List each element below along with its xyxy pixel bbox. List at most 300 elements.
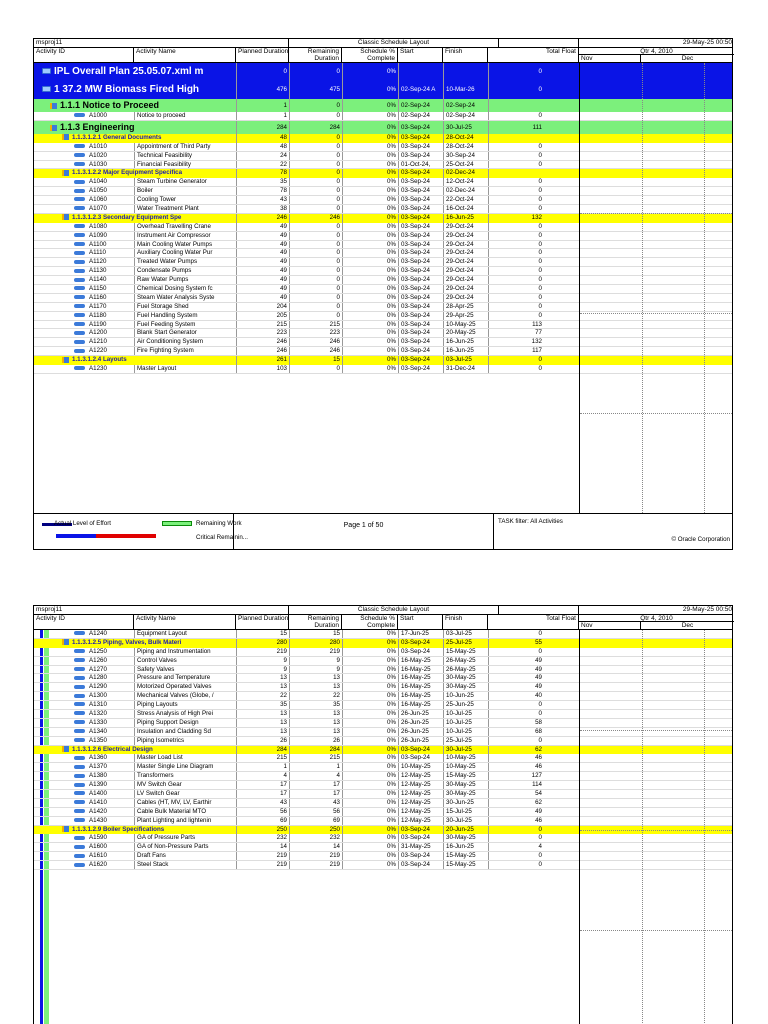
cell-fn: 25-Jul-25: [443, 639, 488, 648]
activity-id-text: A1380: [89, 772, 107, 780]
cell-pc: 0%: [342, 754, 398, 762]
cell-tf: 132: [488, 338, 544, 346]
activity-icon: [74, 809, 85, 813]
activity-id-text: A1310: [89, 701, 107, 709]
cell-tf: 49: [488, 808, 544, 816]
cell-name: Equipment Layout: [134, 630, 236, 638]
cell-rd: 1: [289, 763, 342, 771]
cell-tf: 0: [488, 232, 544, 240]
cell-name: Technical Feasibility: [134, 152, 236, 160]
cell-fn: 10-Jun-25: [443, 692, 488, 700]
activity-id-text: A1430: [89, 816, 107, 824]
cell-st: 03-Sep-24: [398, 223, 443, 231]
cell-id: [34, 365, 134, 373]
cell-id: [34, 214, 236, 223]
activity-id-text: A1280: [89, 674, 107, 682]
activity-id-text: A1110: [89, 249, 106, 257]
cell-fn: 25-Jul-25: [443, 737, 488, 745]
cell-rd: 0: [289, 232, 342, 240]
cell-rd: 13: [289, 683, 342, 691]
cell-id: [34, 276, 134, 284]
cell-name: GA of Non-Pressure Parts: [134, 843, 236, 851]
cell-st: 16-May-25: [398, 674, 443, 682]
col-schedule-pct: Schedule % Complete: [342, 48, 398, 63]
cell-pc: 0%: [342, 683, 398, 691]
cell-pc: 0%: [342, 161, 398, 169]
activity-id-text: A1190: [89, 320, 107, 328]
page-number-area: [234, 514, 494, 549]
cell-rd: 0: [289, 134, 342, 143]
gantt-area: [579, 630, 732, 1024]
cell-tf: 0: [488, 630, 544, 638]
activity-id-text: A1240: [89, 630, 107, 637]
cell-fn: 02-Dec-24: [443, 169, 488, 178]
cell-fn: 15-Jul-25: [443, 808, 488, 816]
activity-icon: [74, 269, 85, 273]
wbs-icon: [50, 103, 57, 109]
cell-tf: 0: [488, 112, 544, 120]
cell-name: Transformers: [134, 772, 236, 780]
cell-st: 03-Sep-24: [398, 232, 443, 240]
activity-id-text: A1250: [89, 647, 107, 655]
cell-tf: 0: [488, 276, 544, 284]
activity-id-text: A1170: [89, 302, 107, 310]
cell-name: Auxiliary Cooling Water Pur: [134, 249, 236, 257]
cell-id: [34, 267, 134, 275]
activity-icon: [74, 322, 85, 326]
cell-st: 03-Sep-24: [398, 294, 443, 302]
cell-id: [34, 737, 134, 745]
cell-fn: 10-Mar-26: [443, 81, 488, 99]
cell-name: Condensate Pumps: [134, 267, 236, 275]
cell-pd: 13: [236, 683, 289, 691]
cell-name: Piping Support Design: [134, 719, 236, 727]
cell-fn: 15-May-25: [443, 852, 488, 860]
cell-fn: 29-Oct-24: [443, 258, 488, 266]
cell-st: 03-Sep-24: [398, 754, 443, 762]
cell-st: 12-May-25: [398, 808, 443, 816]
cell-tf: 55: [488, 639, 544, 648]
col-finish: Finish: [443, 615, 488, 630]
cell-id: [34, 719, 134, 727]
cell-st: [398, 63, 443, 81]
cell-fn: 30-May-25: [443, 790, 488, 798]
cell-id: [34, 303, 134, 311]
cell-rd: 0: [289, 276, 342, 284]
cell-pd: 17: [236, 790, 289, 798]
cell-fn: 25-Jun-25: [443, 701, 488, 709]
cell-st: 03-Sep-24: [398, 852, 443, 860]
cell-id: [34, 639, 236, 648]
cell-name: Piping Isometrics: [134, 737, 236, 745]
activity-icon: [74, 667, 85, 671]
cell-id: [34, 692, 134, 700]
cell-tf: 0: [488, 701, 544, 709]
cell-pd: 38: [236, 205, 289, 213]
cell-pc: 0%: [342, 852, 398, 860]
cell-id: [34, 808, 134, 816]
cell-pd: 219: [236, 648, 289, 656]
cell-pc: 0%: [342, 249, 398, 257]
cell-pc: 0%: [342, 657, 398, 665]
cell-fn: 30-May-25: [443, 674, 488, 682]
cell-st: 03-Sep-24: [398, 365, 443, 373]
activity-id-text: A1350: [89, 736, 107, 744]
cell-pd: 261: [236, 356, 289, 365]
cell-pd: 223: [236, 329, 289, 337]
report-date: 29-May-25 00:50: [682, 39, 732, 46]
layout-title: Classic Schedule Layout: [289, 39, 499, 47]
cell-id: [34, 169, 236, 178]
cell-pd: 49: [236, 223, 289, 231]
cell-id: [34, 232, 134, 240]
cell-st: 03-Sep-24: [398, 276, 443, 284]
cell-pc: 0%: [342, 737, 398, 745]
activity-id-text: A1290: [89, 683, 107, 691]
cell-rd: 0: [289, 152, 342, 160]
cell-name: Cable Bulk Material MTO: [134, 808, 236, 816]
cell-tf: 0: [488, 294, 544, 302]
activity-id-text: A1020: [89, 151, 107, 159]
activity-icon: [74, 349, 85, 353]
column-header: [34, 606, 732, 630]
cell-name: Fuel Handling System: [134, 312, 236, 320]
cell-pd: 284: [236, 121, 289, 134]
cell-fn: 30-May-25: [443, 683, 488, 691]
cell-st: 03-Sep-24: [398, 214, 443, 223]
cell-st: 02-Sep-24: [398, 112, 443, 120]
cell-st: 03-Sep-24: [398, 121, 443, 134]
cell-pd: 49: [236, 258, 289, 266]
activity-icon: [74, 800, 85, 804]
cell-st: 03-Sep-24: [398, 267, 443, 275]
cell-tf: 0: [488, 267, 544, 275]
cell-fn: 10-Jul-25: [443, 710, 488, 718]
activity-icon: [74, 331, 85, 335]
cell-name: Stress Analysis of High Prei: [134, 710, 236, 718]
cell-pc: 0%: [342, 746, 398, 755]
activity-id-text: A1420: [89, 807, 107, 815]
project-name: msproj11: [34, 606, 289, 614]
timescale-quarter: Qtr 4, 2010: [579, 615, 734, 622]
legend-critical-bar: [96, 534, 156, 538]
cell-fn: 28-Oct-24: [443, 134, 488, 143]
wbs-icon: [50, 125, 57, 131]
cell-st: 03-Sep-24: [398, 826, 443, 835]
cell-pd: 13: [236, 710, 289, 718]
cell-fn: 12-Oct-24: [443, 178, 488, 186]
cell-pd: 56: [236, 808, 289, 816]
cell-st: 26-Jun-25: [398, 719, 443, 727]
activity-icon: [74, 224, 85, 228]
cell-name: Safety Valves: [134, 666, 236, 674]
activity-id-text: 1 37.2 MW Biomass Fired High: [54, 84, 200, 95]
cell-rd: 15: [289, 356, 342, 365]
cell-fn: 15-May-25: [443, 772, 488, 780]
legend-remaining-box: [162, 521, 192, 526]
cell-st: 16-May-25: [398, 701, 443, 709]
activity-icon: [74, 278, 85, 282]
activity-icon: [74, 729, 85, 733]
cell-st: 03-Sep-24: [398, 639, 443, 648]
cell-tf: 0: [488, 852, 544, 860]
cell-pd: 78: [236, 187, 289, 195]
cell-st: 03-Sep-24: [398, 746, 443, 755]
cell-fn: 16-Oct-24: [443, 205, 488, 213]
activity-icon: [74, 144, 85, 148]
cell-st: 02-Sep-24 A: [398, 81, 443, 99]
cell-name: Notice to proceed: [134, 112, 236, 120]
cell-fn: 30-Jul-25: [443, 746, 488, 755]
cell-pd: 1: [236, 99, 289, 112]
filter-label: TASK filter: All Activities: [498, 518, 563, 525]
cell-id: [34, 285, 134, 293]
activity-icon: [74, 197, 85, 201]
cell-rd: 0: [289, 143, 342, 151]
cell-fn: 03-Jul-25: [443, 630, 488, 638]
cell-id: [34, 817, 134, 825]
cell-pc: 0%: [342, 365, 398, 373]
cell-id: [34, 152, 134, 160]
cell-id: [34, 763, 134, 771]
cell-tf: 0: [488, 205, 544, 213]
cell-fn: 20-May-25: [443, 329, 488, 337]
report-page-1: [33, 38, 733, 550]
cell-id: [34, 121, 236, 134]
cell-tf: [488, 134, 544, 143]
activity-id-text: A1180: [89, 311, 107, 319]
cell-name: Master Single Line Diagram: [134, 763, 236, 771]
col-start: Start: [398, 48, 443, 63]
cell-pc: 0%: [342, 169, 398, 178]
cell-id: [34, 294, 134, 302]
cell-tf: 0: [488, 312, 544, 320]
wbs-icon: [62, 826, 69, 832]
cell-name: LV Switch Gear: [134, 790, 236, 798]
cell-pc: 0%: [342, 639, 398, 648]
cell-fn: 29-Oct-24: [443, 276, 488, 284]
cell-st: 03-Sep-24: [398, 329, 443, 337]
col-start: Start: [398, 615, 443, 630]
cell-fn: 29-Oct-24: [443, 249, 488, 257]
cell-st: 02-Sep-24: [398, 99, 443, 112]
cell-pc: 0%: [342, 772, 398, 780]
activity-id-text: A1090: [89, 231, 107, 239]
cell-rd: 219: [289, 861, 342, 869]
cell-id: [34, 347, 134, 355]
cell-name: Raw Water Pumps: [134, 276, 236, 284]
cell-st: 16-May-25: [398, 692, 443, 700]
wbs-icon: [62, 746, 69, 752]
cell-pc: 0%: [342, 152, 398, 160]
cell-rd: 250: [289, 826, 342, 835]
cell-rd: 246: [289, 338, 342, 346]
cell-name: Financial Feasibility: [134, 161, 236, 169]
cell-rd: 17: [289, 790, 342, 798]
activity-icon: [74, 711, 85, 715]
cell-pd: 219: [236, 861, 289, 869]
folder-icon: [42, 86, 51, 92]
cell-tf: 0: [488, 241, 544, 249]
cell-st: 16-May-25: [398, 683, 443, 691]
activity-id-text: A1030: [89, 160, 107, 168]
cell-pc: 0%: [342, 63, 398, 81]
cell-pc: 0%: [342, 826, 398, 835]
activity-id-text: A1220: [89, 347, 107, 355]
cell-st: 31-May-25: [398, 843, 443, 851]
cell-tf: 117: [488, 347, 544, 355]
cell-pc: 0%: [342, 834, 398, 842]
cell-rd: 219: [289, 648, 342, 656]
activity-id-text: A1100: [89, 240, 107, 248]
cell-tf: 0: [488, 303, 544, 311]
cell-fn: 28-Apr-25: [443, 303, 488, 311]
cell-name: Pressure and Temperature: [134, 674, 236, 682]
activity-icon: [74, 153, 85, 157]
cell-id: [34, 205, 134, 213]
cell-pd: 24: [236, 152, 289, 160]
cell-fn: 10-May-25: [443, 754, 488, 762]
cell-tf: 0: [488, 249, 544, 257]
cell-pc: 0%: [342, 817, 398, 825]
cell-rd: 26: [289, 737, 342, 745]
cell-id: [34, 683, 134, 691]
cell-pc: 0%: [342, 303, 398, 311]
cell-rd: 0: [289, 285, 342, 293]
cell-rd: 0: [289, 249, 342, 257]
cell-st: 03-Sep-24: [398, 285, 443, 293]
timescale-nov: Nov: [579, 622, 641, 630]
cell-pc: 0%: [342, 81, 398, 99]
cell-tf: 113: [488, 321, 544, 329]
gridline: [580, 930, 732, 931]
cell-fn: 10-May-25: [443, 763, 488, 771]
cell-id: [34, 143, 134, 151]
cell-tf: 46: [488, 754, 544, 762]
cell-pd: 49: [236, 232, 289, 240]
cell-pd: 284: [236, 746, 289, 755]
cell-rd: 9: [289, 666, 342, 674]
activity-icon: [74, 756, 85, 760]
cell-tf: 114: [488, 781, 544, 789]
cell-st: 03-Sep-24: [398, 347, 443, 355]
cell-pc: 0%: [342, 112, 398, 120]
cell-id: [34, 843, 134, 851]
activity-icon: [74, 242, 85, 246]
cell-pd: 48: [236, 143, 289, 151]
cell-name: Fuel Storage Shed: [134, 303, 236, 311]
activity-id-text: A1400: [89, 790, 107, 798]
col-remaining-duration: Remaining Duration: [289, 48, 342, 63]
cell-tf: 0: [488, 63, 544, 81]
cell-fn: 28-Oct-24: [443, 143, 488, 151]
cell-fn: 10-Jul-25: [443, 728, 488, 736]
cell-pc: 0%: [342, 666, 398, 674]
timescale-nov: Nov: [579, 55, 641, 63]
activity-id-text: A1330: [89, 718, 107, 726]
cell-tf: 0: [488, 737, 544, 745]
activity-id-text: A1340: [89, 727, 107, 735]
cell-st: 03-Sep-24: [398, 356, 443, 365]
cell-name: Air Conditioning System: [134, 338, 236, 346]
cell-st: 03-Sep-24: [398, 861, 443, 869]
activity-id-text: A1130: [89, 267, 107, 275]
cell-id: [34, 666, 134, 674]
cell-name: GA of Pressure Parts: [134, 834, 236, 842]
cell-name: Mechanical Valves (Globe, /: [134, 692, 236, 700]
activity-icon: [74, 685, 85, 689]
cell-pc: 0%: [342, 843, 398, 851]
cell-id: [34, 112, 134, 120]
cell-pc: 0%: [342, 187, 398, 195]
cell-fn: 30-May-25: [443, 834, 488, 842]
cell-pd: 219: [236, 852, 289, 860]
cell-id: [34, 701, 134, 709]
cell-id: [34, 223, 134, 231]
blank-cell: [499, 606, 579, 614]
cell-id: [34, 99, 236, 112]
cell-name: Water Treatment Plant: [134, 205, 236, 213]
cell-pd: 246: [236, 214, 289, 223]
cell-fn: 30-May-25: [443, 781, 488, 789]
activity-id-text: A1120: [89, 258, 107, 266]
gridline: [580, 313, 732, 314]
gridline: [704, 63, 705, 513]
cell-id: [34, 852, 134, 860]
cell-name: Boiler: [134, 187, 236, 195]
cell-fn: 30-Jul-25: [443, 817, 488, 825]
activity-id-text: A1610: [89, 852, 107, 860]
cell-fn: 02-Dec-24: [443, 187, 488, 195]
activity-id-text: A1010: [89, 142, 107, 150]
cell-pd: 49: [236, 249, 289, 257]
activity-id-text: 1.1.3.1.2.5 Piping, Valves, Bulk Materi: [72, 638, 182, 646]
cell-tf: 0: [488, 143, 544, 151]
cell-tf: 0: [488, 161, 544, 169]
cell-tf: 46: [488, 817, 544, 825]
col-total-float: Total Float: [488, 615, 579, 630]
cell-fn: 02-Sep-24: [443, 99, 488, 112]
cell-name: Overhead Travelling Crane: [134, 223, 236, 231]
col-schedule-pct: Schedule % Complete: [342, 615, 398, 630]
cell-rd: 17: [289, 781, 342, 789]
cell-st: 03-Sep-24: [398, 249, 443, 257]
cell-pd: 13: [236, 674, 289, 682]
activity-icon: [74, 676, 85, 680]
activity-icon: [74, 818, 85, 822]
activity-icon: [74, 189, 85, 193]
activity-id-text: A1080: [89, 222, 107, 230]
cell-pc: 0%: [342, 790, 398, 798]
report-footer: [34, 513, 732, 549]
cell-fn: 03-Jul-25: [443, 356, 488, 365]
cell-pd: 49: [236, 294, 289, 302]
cell-rd: 0: [289, 63, 342, 81]
cell-name: Draft Fans: [134, 852, 236, 860]
cell-st: 26-Jun-25: [398, 710, 443, 718]
cell-pc: 0%: [342, 99, 398, 112]
cell-pc: 0%: [342, 232, 398, 240]
cell-pc: 0%: [342, 861, 398, 869]
cell-pc: 0%: [342, 258, 398, 266]
activity-icon: [74, 738, 85, 742]
cell-rd: 0: [289, 294, 342, 302]
cell-fn: 29-Oct-24: [443, 232, 488, 240]
col-remaining-duration: Remaining Duration: [289, 615, 342, 630]
cell-st: 03-Sep-24: [398, 205, 443, 213]
cell-tf: 62: [488, 746, 544, 755]
cell-pd: 14: [236, 843, 289, 851]
